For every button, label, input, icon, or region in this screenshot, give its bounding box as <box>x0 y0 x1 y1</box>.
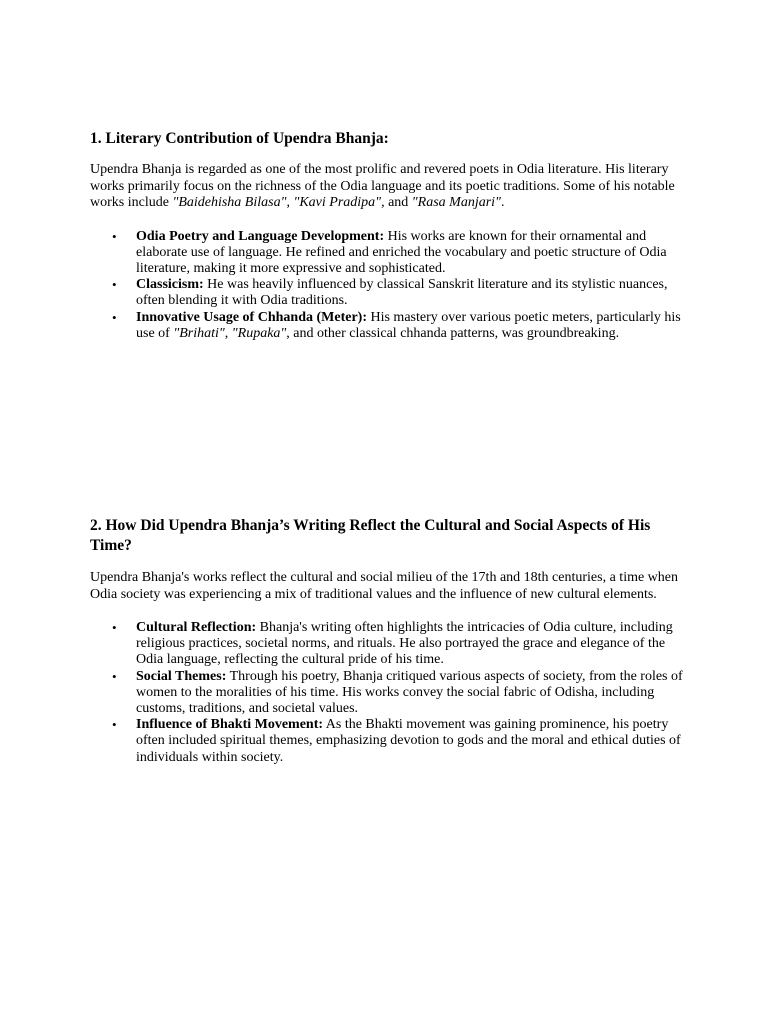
work-title-italic: "Baidehisha Bilasa" <box>172 195 287 210</box>
bullet-text: As the Bhakti movement was gaining prominence, his poetry often included spiritual themes, emphasizing devotion to gods and the moral and ethical duties of individuals within society. <box>136 717 681 765</box>
bullet-item <box>112 620 690 669</box>
bullet-icon: • <box>112 717 117 733</box>
section-literary-contribution <box>90 129 690 342</box>
work-title-italic: "Brihati" <box>173 325 225 341</box>
section-heading: 1. Literary Contribution of Upendra Bhanja: <box>90 130 389 147</box>
bullet-text: His works are known for their ornamental and elaborate use of language. He refined and enriched the vocabulary and poetic structure of Odia literature, making it more expressive and sophisticated. <box>136 228 667 276</box>
bullet-item <box>112 668 690 718</box>
section-heading: 2. How Did Upendra Bhanja’s Writing Reflect the Cultural and Social Aspects of His Time? <box>90 517 651 554</box>
bullet-item <box>112 717 690 766</box>
section-intro-paragraph: Upendra Bhanja's works reflect the cultural and social milieu of the 17th and 18th centuries, a time when Odia society was experiencing a mix of traditional values and the influence of new cultural elements. <box>90 570 679 602</box>
bullet-list <box>90 229 690 342</box>
bullet-icon: • <box>112 668 117 684</box>
bullet-item <box>112 228 690 278</box>
bullet-title: Classicism: <box>136 277 204 293</box>
bullet-title: Social Themes: <box>136 668 227 684</box>
work-title-italic: "Rupaka" <box>231 325 287 341</box>
bullet-title: Influence of Bhakti Movement: <box>136 717 324 733</box>
bullet-item <box>112 277 690 309</box>
work-title-italic: "Kavi Pradipa" <box>293 195 382 210</box>
bullet-title: Innovative Usage of Chhanda (Meter): <box>136 309 367 325</box>
bullet-text: His mastery over various poetic meters, particularly his use of "Brihati", "Rupaka", and other classical chhanda patterns, was groundbreaking. <box>136 309 681 341</box>
bullet-icon: • <box>112 228 117 244</box>
bullet-icon: • <box>112 277 117 293</box>
section-intro-paragraph: Upendra Bhanja is regarded as one of the most prolific and revered poets in Odia literature. His literary works primarily focus on the richness of the Odia language and its poetic traditions. Some of his notable works include "Baidehisha Bilasa", "Kavi Pradipa", and "Rasa Manjari". <box>90 162 675 210</box>
bullet-list <box>90 620 690 766</box>
bullet-icon: • <box>112 620 117 635</box>
bullet-text: Through his poetry, Bhanja critiqued various aspects of society, from the roles of women to the moralities of his time. His works convey the social fabric of Odisha, including customs, traditions, and societal values. <box>136 668 683 717</box>
work-title-italic: "Rasa Manjari" <box>411 195 501 210</box>
bullet-text: Bhanja's writing often highlights the intricacies of Odia culture, including religious practices, societal norms, and rituals. He also portrayed the grace and elegance of the Odia language, reflecting the cultural pride of his time. <box>136 620 673 668</box>
section-cultural-social-aspects <box>90 516 690 766</box>
bullet-text: He was heavily influenced by classical Sanskrit literature and its stylistic nuances, often blending it with Odia traditions. <box>136 277 668 309</box>
bullet-title: Cultural Reflection: <box>136 620 257 635</box>
bullet-icon: • <box>112 309 117 325</box>
bullet-title: Odia Poetry and Language Development: <box>136 228 385 244</box>
bullet-item <box>112 309 690 342</box>
